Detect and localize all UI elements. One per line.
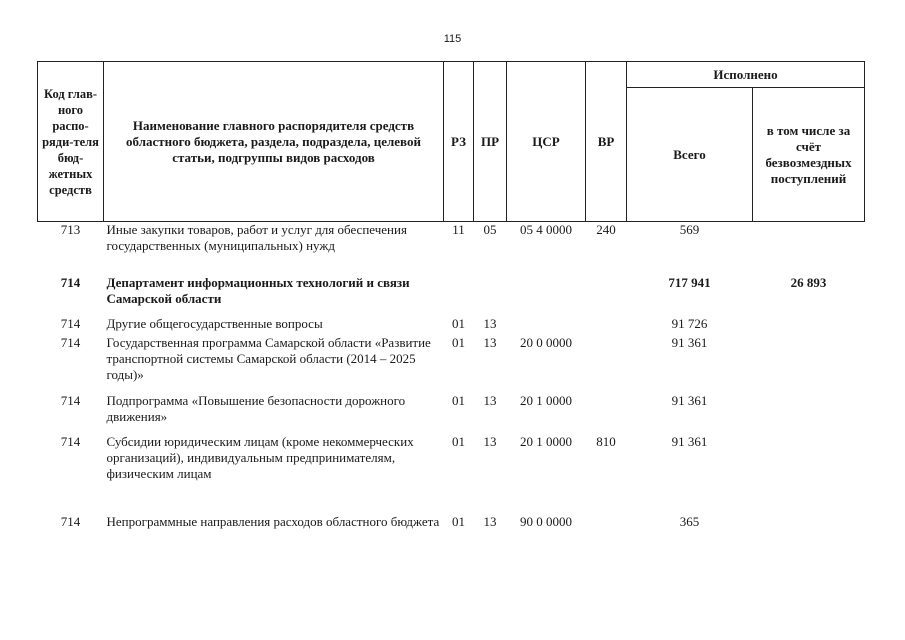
cell-free: [753, 514, 865, 554]
cell-free: 26 893: [790, 275, 827, 290]
header-incl-free: в том числе за счёт безвозмездных поступлений: [753, 88, 865, 222]
cell-name: Иные закупки товаров, работ и услуг для обеспечения государственных (муниципальных) нужд: [106, 222, 407, 253]
cell-pr: 13: [483, 514, 497, 529]
header-pr: ПР: [474, 62, 507, 222]
cell-csr: 05 4 0000: [520, 222, 572, 237]
cell-total: 91 361: [671, 335, 708, 350]
cell-free: [753, 316, 865, 335]
cell-pr: 05: [483, 222, 497, 237]
cell-csr: 90 0 0000: [520, 514, 572, 529]
cell-name: Подпрограмма «Повышение безопасности дорожного движения»: [106, 393, 406, 424]
table-row: [38, 514, 865, 554]
cell-vr: [586, 393, 627, 434]
cell-total: 569: [679, 222, 700, 237]
cell-pr: 13: [483, 316, 497, 331]
cell-name: Департамент информационных технологий и связи Самарской области: [106, 275, 410, 306]
cell-code: 713: [60, 222, 81, 237]
cell-code: 714: [60, 316, 81, 331]
cell-csr: [507, 316, 586, 335]
cell-vr: 810: [596, 434, 616, 449]
cell-csr: [507, 275, 586, 316]
cell-free: [753, 222, 865, 276]
cell-code: 714: [60, 275, 81, 290]
cell-code: 714: [60, 514, 81, 529]
header-total: Всего: [627, 88, 753, 222]
cell-vr: [586, 514, 627, 554]
table-row: [38, 335, 865, 393]
header-executed: Исполнено: [627, 62, 865, 88]
cell-name: Государственная программа Самарской области «Развитие транспортной системы Самарской области (2014 – 2025 годы)»: [106, 335, 431, 382]
header-rz: РЗ: [444, 62, 474, 222]
cell-total: 91 726: [671, 316, 708, 331]
cell-code: 714: [60, 434, 81, 449]
cell-free: [753, 434, 865, 514]
cell-pr: 13: [483, 393, 497, 408]
cell-free: [753, 393, 865, 434]
header-code: Код глав-ного распо-ряди-теля бюд-жетных средств: [38, 62, 104, 222]
cell-pr: 13: [483, 335, 497, 350]
header-vr: ВР: [586, 62, 627, 222]
table-row: [38, 316, 865, 335]
page-number: 115: [443, 33, 462, 45]
cell-rz: [444, 275, 474, 316]
cell-vr: [586, 335, 627, 393]
cell-name: Субсидии юридическим лицам (кроме некоммерческих организаций), индивидуальным предпринимателям, физическим лицам: [106, 434, 414, 481]
cell-name: Непрограммные направления расходов областного бюджета: [106, 514, 440, 529]
cell-csr: 20 0 0000: [520, 335, 572, 350]
table-body: [38, 222, 865, 555]
cell-total: 717 941: [668, 275, 711, 290]
cell-vr: [586, 316, 627, 335]
cell-total: 91 361: [671, 393, 708, 408]
cell-pr: 13: [483, 434, 497, 449]
table-row: [38, 393, 865, 434]
cell-code: 714: [60, 335, 81, 350]
cell-rz: 01: [452, 514, 465, 529]
table-row: [38, 275, 865, 316]
cell-rz: 01: [452, 316, 465, 331]
cell-csr: 20 1 0000: [520, 434, 572, 449]
cell-pr: [474, 275, 507, 316]
cell-rz: 01: [452, 393, 465, 408]
cell-free: [753, 335, 865, 393]
table-row: [38, 222, 865, 276]
cell-code: 714: [60, 393, 81, 408]
cell-rz: 11: [452, 222, 465, 237]
budget-table: [37, 61, 865, 554]
cell-rz: 01: [452, 335, 465, 350]
cell-vr: [586, 275, 627, 316]
cell-rz: 01: [452, 434, 465, 449]
header-name: Наименование главного распорядителя средств областного бюджета, раздела, подраздела, целевой статьи, подгруппы видов расходов: [104, 62, 444, 222]
cell-total: 91 361: [671, 434, 708, 449]
cell-total: 365: [679, 514, 700, 529]
table-header: [38, 62, 865, 222]
cell-name: Другие общегосударственные вопросы: [106, 316, 323, 331]
cell-csr: 20 1 0000: [520, 393, 572, 408]
header-csr: ЦСР: [507, 62, 586, 222]
table-row: [38, 434, 865, 514]
cell-vr: 240: [596, 222, 616, 237]
